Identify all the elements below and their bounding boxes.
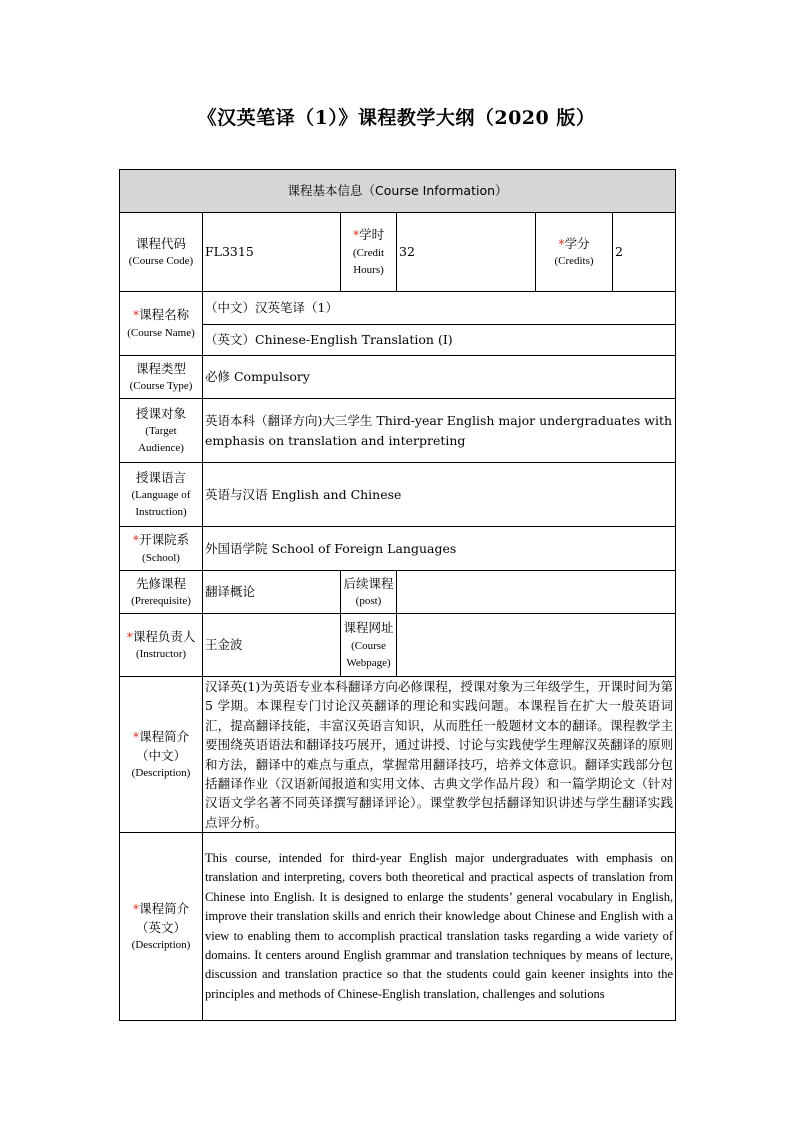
description-cn-row (120, 677, 676, 833)
course-name-row (120, 292, 676, 325)
description-cn-text: 汉译英(1)为英语专业本科翻译方向必修课程，授课对象为三年级学生，开课时间为第 5 学期。本课程专门讨论汉英翻译的理论和实践问题。本课程旨在扩大一般英语词汇，提高翻译技能，丰富汉英语言知识，从而胜任一般题材文本的翻译。课程教学主要围绕英语语法和翻译技巧展开，通过讲授、讨论与实践使学生理解汉英翻译的原则和方法，翻译中的难点与重点，掌握常用翻译技巧，培养文体意识。翻译实践部分包括翻译作业（汉语新闻报道和实用文体、古典文学作品片段）和一篇学期论文（针对汉语文学名著不同英译撰写翻译评论）。课堂教学包括翻译知识讲述与学生翻译实践点评分析。 (203, 677, 676, 833)
course-info-table (119, 169, 676, 1021)
instructor-label-cn: 课程负责人 (132, 628, 196, 644)
credits-label-en: (Credits) (554, 255, 594, 268)
description-cn-label (120, 677, 203, 833)
language-label-en: (Language of Instruction) (131, 489, 191, 519)
prerequisite-label-en: (Prerequisite) (131, 595, 191, 608)
school-row (120, 527, 676, 571)
prerequisite-value: 翻译概论 (203, 571, 341, 614)
webpage-label (341, 614, 397, 677)
course-type-label-en: (Course Type) (129, 380, 193, 393)
language-label (120, 463, 203, 527)
course-name-cn (203, 292, 676, 325)
course-code-label-en: (Course Code) (128, 255, 194, 268)
post-label-en: (post) (355, 595, 382, 608)
course-name-en-row (120, 325, 676, 356)
hours-label (341, 213, 397, 292)
instructor-value: 王金波 (203, 614, 341, 677)
required-mark: * (558, 235, 565, 251)
post-label-cn: 后续课程 (343, 575, 394, 591)
course-type-row (120, 356, 676, 399)
required-mark: * (132, 900, 140, 916)
webpage-label-cn: 课程网址 (343, 620, 394, 636)
instructor-row (120, 614, 676, 677)
description-en-label (120, 833, 203, 1021)
course-name-en: （英文）Chinese-English Translation (I) (203, 325, 676, 356)
audience-label-cn: 授课对象 (135, 405, 186, 421)
post-value (397, 571, 676, 614)
credits-value: 2 (613, 213, 676, 292)
course-code-value: FL3315 (203, 213, 341, 292)
hours-label-en: (Credit Hours) (352, 246, 385, 276)
required-mark: * (132, 728, 140, 744)
table-header-row (120, 170, 676, 213)
audience-label (120, 399, 203, 463)
course-code-label (120, 213, 203, 292)
instructor-label (120, 614, 203, 677)
audience-label-en: (Target Audience) (138, 425, 184, 455)
course-type-label (120, 356, 203, 399)
school-label-cn: 开课院系 (139, 532, 190, 548)
course-name-label-cn: 课程名称 (139, 307, 190, 323)
course-type-label-cn: 课程类型 (135, 360, 186, 376)
page-title: 《汉英笔译（1）》课程教学大纲（2020 版） (197, 107, 596, 129)
prerequisite-label (120, 571, 203, 614)
instructor-label-en: (Instructor) (135, 648, 187, 661)
course-name-cn-value: 汉英笔译（1） (255, 300, 338, 316)
school-label-en: (School) (142, 551, 180, 564)
description-cn-label-cn: 课程简介（中文） (135, 728, 190, 763)
language-label-cn: 授课语言 (135, 469, 186, 485)
course-code-row (120, 213, 676, 292)
school-value: 外国语学院 School of Foreign Languages (203, 527, 676, 571)
course-type-value: 必修 Compulsory (203, 356, 676, 399)
prerequisite-row (120, 571, 676, 614)
prerequisite-label-cn: 先修课程 (135, 575, 186, 591)
hours-value: 32 (397, 213, 536, 292)
post-label (341, 571, 397, 614)
language-row (120, 463, 676, 527)
required-mark: * (352, 227, 360, 243)
required-mark: * (132, 307, 140, 323)
description-en-text: This course, intended for third-year English major undergraduates with emphasis on translation and interpreting, covers both theoretical and practical aspects of translation from Chinese into English. It is designed to enlarge the students’ general vocabulary in English, improve their translation skills and enrich their knowledge about Chinese and English with a view to enabling them to accomplish practical translation tasks regarding a wide variety of domains. It centers around English grammar and translation techniques by means of lecture, discussion and translation practice so that the students could gain keener insights into the principles and methods of Chinese-English translation, challenges and solutions (203, 833, 676, 1021)
course-name-cn-prefix: （中文） (205, 300, 256, 316)
required-mark: * (126, 628, 133, 644)
school-label (120, 527, 203, 571)
course-name-label-en: (Course Name) (127, 326, 195, 339)
description-en-label-cn: 课程简介（英文） (135, 900, 190, 935)
table-header: 课程基本信息（Course Information） (120, 170, 676, 213)
hours-label-cn: 学时 (359, 227, 385, 243)
description-cn-label-en: (Description) (131, 767, 191, 780)
audience-value: 英语本科（翻译方向)大三学生 Third-year English major undergraduates with emphasis on translation and interpreting (203, 399, 676, 463)
course-name-label (120, 292, 203, 356)
description-en-row (120, 833, 676, 1021)
credits-label-cn: 学分 (564, 235, 590, 251)
webpage-label-en: (Course Webpage) (346, 639, 391, 669)
credits-label (536, 213, 613, 292)
audience-row (120, 399, 676, 463)
course-code-label-cn: 课程代码 (135, 235, 186, 251)
webpage-value[interactable] (397, 614, 676, 677)
required-mark: * (132, 532, 140, 548)
description-en-label-en: (Description) (131, 939, 191, 952)
language-value: 英语与汉语 English and Chinese (203, 463, 676, 527)
